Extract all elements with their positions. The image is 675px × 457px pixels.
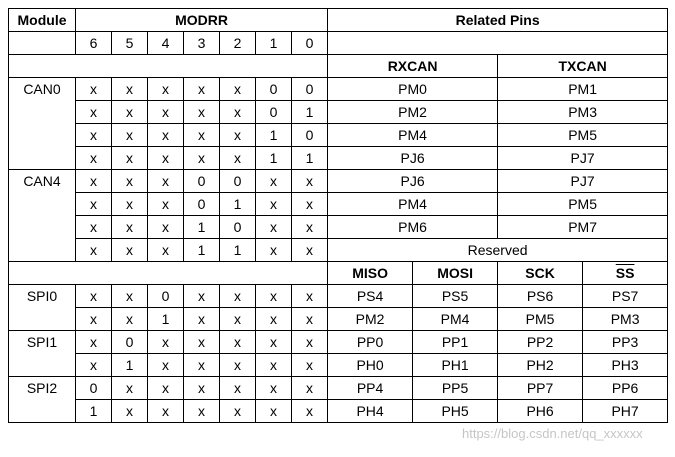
bit-cell: x: [112, 285, 148, 308]
bit-cell: 1: [220, 193, 256, 216]
bit-cell: 1: [256, 124, 292, 147]
bit-cell: 0: [184, 193, 220, 216]
bit-cell: x: [112, 400, 148, 423]
mosi-header: MOSI: [413, 262, 498, 285]
bit-cell: x: [148, 101, 184, 124]
bit-cell: x: [184, 285, 220, 308]
bit-cell: x: [256, 239, 292, 262]
bit-cell: x: [256, 285, 292, 308]
ss-pin-cell: PH7: [583, 400, 668, 423]
bit-cell: x: [220, 124, 256, 147]
bit-cell: x: [220, 354, 256, 377]
bit-cell: x: [76, 331, 112, 354]
rx-pin-cell: PJ6: [328, 170, 498, 193]
table-row: [9, 147, 668, 170]
sck-pin-cell: PS6: [498, 285, 583, 308]
bit-cell: x: [292, 170, 328, 193]
bit-cell: x: [148, 78, 184, 101]
sck-header: SCK: [498, 262, 583, 285]
miso-pin-cell: PP4: [328, 377, 413, 400]
bit-cell: x: [220, 147, 256, 170]
blank-cell: [9, 55, 328, 78]
watermark: https://blog.csdn.net/qq_xxxxxx: [462, 426, 643, 441]
bit-cell: x: [256, 354, 292, 377]
rx-pin-cell: PM0: [328, 78, 498, 101]
bit-cell: x: [184, 147, 220, 170]
bit-cell: x: [76, 354, 112, 377]
table-row: [9, 354, 668, 377]
bit-cell: x: [76, 239, 112, 262]
bit-cell: x: [292, 193, 328, 216]
ss-pin-cell: PP3: [583, 331, 668, 354]
module-cell: CAN0: [9, 78, 76, 170]
bit-cell: 0: [220, 170, 256, 193]
bit-cell: x: [76, 170, 112, 193]
bit-cell: x: [76, 308, 112, 331]
bit-cell: x: [76, 193, 112, 216]
ss-pin-cell: PM3: [583, 308, 668, 331]
bit-cell: x: [184, 377, 220, 400]
mosi-pin-cell: PH1: [413, 354, 498, 377]
bit-cell: x: [184, 331, 220, 354]
ss-header: $\overline{SS}$: [583, 262, 668, 285]
bit-cell: x: [256, 216, 292, 239]
table-row: [9, 400, 668, 423]
modrr-pin-table: [8, 8, 668, 423]
bit-cell: x: [292, 354, 328, 377]
bit-cell: x: [184, 124, 220, 147]
bit-cell: x: [148, 147, 184, 170]
bit-cell: 0: [76, 377, 112, 400]
table-row: [9, 216, 668, 239]
bit-cell: 0: [220, 216, 256, 239]
bit-cell: x: [256, 170, 292, 193]
table-row: [9, 239, 668, 262]
miso-pin-cell: PM2: [328, 308, 413, 331]
related-pins-header: Related Pins: [328, 9, 668, 32]
txcan-header: TXCAN: [498, 55, 668, 78]
tx-pin-cell: PJ7: [498, 147, 668, 170]
sck-pin-cell: PP7: [498, 377, 583, 400]
rx-pin-cell: PM6: [328, 216, 498, 239]
bit-cell: x: [220, 331, 256, 354]
module-cell: SPI2: [9, 377, 76, 423]
bit-cell: x: [148, 331, 184, 354]
table-row: [9, 170, 668, 193]
bit-cell: x: [112, 101, 148, 124]
bit-cell: x: [220, 101, 256, 124]
bit-cell: x: [256, 377, 292, 400]
sck-pin-cell: PH2: [498, 354, 583, 377]
tx-pin-cell: PM7: [498, 216, 668, 239]
bit-cell: x: [256, 308, 292, 331]
bit-cell: 1: [220, 239, 256, 262]
bit-cell: 0: [292, 78, 328, 101]
table-row: [9, 285, 668, 308]
table-row: [9, 308, 668, 331]
bit-cell: x: [76, 216, 112, 239]
sck-pin-cell: PP2: [498, 331, 583, 354]
bit-cell: 0: [148, 285, 184, 308]
bit-cell: 1: [76, 400, 112, 423]
bit-cell: x: [148, 124, 184, 147]
mosi-pin-cell: PP1: [413, 331, 498, 354]
mosi-pin-cell: PH5: [413, 400, 498, 423]
bit-cell: 1: [184, 239, 220, 262]
bit-cell: x: [148, 239, 184, 262]
bit-cell: x: [112, 170, 148, 193]
mosi-pin-cell: PP5: [413, 377, 498, 400]
bit-2: 2: [220, 32, 256, 55]
bit-cell: x: [112, 239, 148, 262]
bit-cell: x: [148, 216, 184, 239]
bit-cell: x: [184, 308, 220, 331]
sck-pin-cell: PM5: [498, 308, 583, 331]
bit-cell: x: [148, 377, 184, 400]
modrr-header: MODRR: [76, 9, 328, 32]
bit-cell: 0: [184, 170, 220, 193]
bit-cell: x: [76, 285, 112, 308]
can-header-row: [9, 55, 668, 78]
module-cell: CAN4: [9, 170, 76, 262]
bit-cell: x: [220, 377, 256, 400]
bit-cell: x: [184, 400, 220, 423]
bit-cell: x: [76, 78, 112, 101]
tx-pin-cell: PM1: [498, 78, 668, 101]
bit-cell: x: [148, 400, 184, 423]
bit-cell: x: [256, 331, 292, 354]
bit-cell: x: [76, 147, 112, 170]
bit-cell: x: [256, 400, 292, 423]
rx-pin-cell: PM4: [328, 193, 498, 216]
ss-pin-cell: PP6: [583, 377, 668, 400]
bit-0: 0: [292, 32, 328, 55]
bit-cell: x: [148, 170, 184, 193]
header-row: [9, 9, 668, 32]
bit-cell: 1: [184, 216, 220, 239]
bit-cell: x: [112, 308, 148, 331]
bit-cell: x: [220, 285, 256, 308]
miso-pin-cell: PH0: [328, 354, 413, 377]
tx-pin-cell: PJ7: [498, 170, 668, 193]
module-cell: SPI0: [9, 285, 76, 331]
rx-pin-cell: PJ6: [328, 147, 498, 170]
bit-cell: x: [220, 78, 256, 101]
bit-cell: x: [292, 216, 328, 239]
bit-cell: x: [76, 101, 112, 124]
bit-cell: 1: [292, 101, 328, 124]
blank-cell: [9, 32, 76, 55]
bit-3: 3: [184, 32, 220, 55]
bit-cell: x: [292, 400, 328, 423]
bit-cell: x: [184, 101, 220, 124]
table-row: [9, 377, 668, 400]
bit-cell: x: [292, 239, 328, 262]
reserved-cell: Reserved: [328, 239, 668, 262]
bit-cell: x: [112, 78, 148, 101]
bit-cell: x: [112, 193, 148, 216]
bit-cell: x: [112, 377, 148, 400]
miso-header: MISO: [328, 262, 413, 285]
bit-cell: 1: [256, 147, 292, 170]
table-row: [9, 101, 668, 124]
bit-cell: x: [292, 331, 328, 354]
ss-pin-cell: PS7: [583, 285, 668, 308]
bit-cell: x: [256, 193, 292, 216]
mosi-pin-cell: PS5: [413, 285, 498, 308]
bit-cell: x: [292, 377, 328, 400]
tx-pin-cell: PM3: [498, 101, 668, 124]
bit-cell: x: [148, 354, 184, 377]
table-row: [9, 78, 668, 101]
table-row: [9, 124, 668, 147]
miso-pin-cell: PS4: [328, 285, 413, 308]
tx-pin-cell: PM5: [498, 124, 668, 147]
spi-header-row: [9, 262, 668, 285]
table-row: [9, 193, 668, 216]
bit-cell: x: [112, 147, 148, 170]
bit-cell: 1: [292, 147, 328, 170]
blank-cell: [328, 32, 668, 55]
miso-pin-cell: PH4: [328, 400, 413, 423]
bit-cell: 1: [148, 308, 184, 331]
mosi-pin-cell: PM4: [413, 308, 498, 331]
bit-cell: x: [220, 400, 256, 423]
miso-pin-cell: PP0: [328, 331, 413, 354]
bit-cell: 0: [112, 331, 148, 354]
bit-cell: 0: [256, 78, 292, 101]
blank-cell: [9, 262, 328, 285]
bit-6: 6: [76, 32, 112, 55]
tx-pin-cell: PM5: [498, 193, 668, 216]
module-header: Module: [9, 9, 76, 32]
bit-5: 5: [112, 32, 148, 55]
bit-cell: x: [148, 193, 184, 216]
sck-pin-cell: PH6: [498, 400, 583, 423]
bit-number-row: [9, 32, 668, 55]
bit-4: 4: [148, 32, 184, 55]
bit-cell: x: [292, 285, 328, 308]
bit-cell: x: [292, 308, 328, 331]
module-cell: SPI1: [9, 331, 76, 377]
ss-pin-cell: PH3: [583, 354, 668, 377]
bit-cell: 1: [112, 354, 148, 377]
rx-pin-cell: PM2: [328, 101, 498, 124]
bit-cell: x: [184, 354, 220, 377]
rxcan-header: RXCAN: [328, 55, 498, 78]
bit-cell: x: [112, 216, 148, 239]
bit-1: 1: [256, 32, 292, 55]
table-row: [9, 331, 668, 354]
rx-pin-cell: PM4: [328, 124, 498, 147]
bit-cell: 0: [292, 124, 328, 147]
bit-cell: x: [184, 78, 220, 101]
bit-cell: x: [112, 124, 148, 147]
bit-cell: 0: [256, 101, 292, 124]
bit-cell: x: [220, 308, 256, 331]
bit-cell: x: [76, 124, 112, 147]
